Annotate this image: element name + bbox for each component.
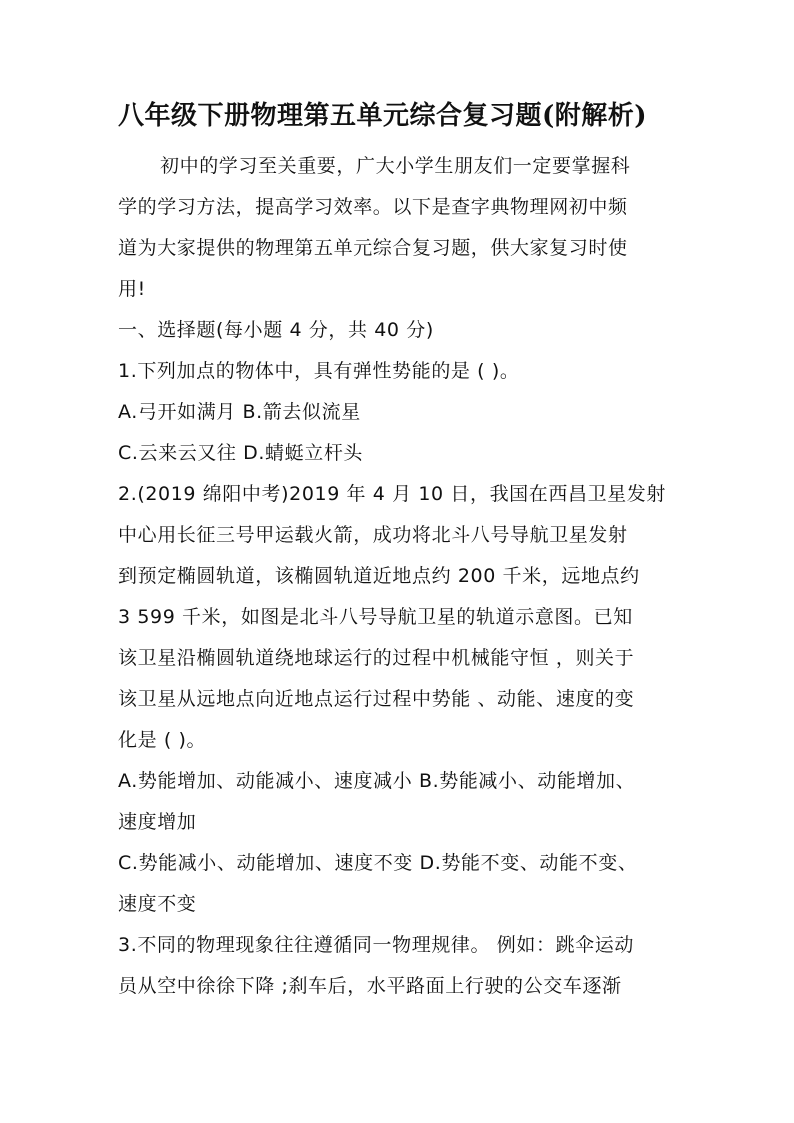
question-line: 该卫星从远地点向近地点运行过程中势能 、动能、速度的变 <box>118 688 635 710</box>
question-line: 1.下列加点的物体中，具有弹性势能的是 ( )。 <box>118 360 520 382</box>
section-heading: 一、选择题(每小题 4 分，共 40 分) <box>118 319 434 341</box>
paragraph-line: 初中的学习至关重要，广大小学生朋友们一定要掌握科 <box>160 155 631 177</box>
question-line: 中心用长征三号甲运载火箭，成功将北斗八号导航卫星发射 <box>118 524 628 546</box>
option-line: C.势能减小、动能增加、速度不变 D.势能不变、动能不变、 <box>118 852 638 874</box>
question-line: 员从空中徐徐下降 ;刹车后，水平路面上行驶的公交车逐渐 <box>118 975 622 997</box>
document-title: 八年级下册物理第五单元综合复习题(附解析) <box>118 101 648 131</box>
paragraph-line: 道为大家提供的物理第五单元综合复习题，供大家复习时使 <box>118 237 628 259</box>
question-line: 2.(2019 绵阳中考)2019 年 4 月 10 日，我国在西昌卫星发射 <box>118 483 666 505</box>
option-line: 速度不变 <box>118 893 197 915</box>
paragraph-line: 学的学习方法，提高学习效率。以下是查字典物理网初中频 <box>118 196 628 218</box>
paragraph-line: 用! <box>118 278 146 300</box>
document-body <box>118 146 698 1007</box>
question-line: 3.不同的物理现象往往遵循同一物理规律。 例如：跳伞运动 <box>118 934 634 956</box>
question-line: 3 599 千米，如图是北斗八号导航卫星的轨道示意图。已知 <box>118 606 633 628</box>
option-line: A.弓开如满月 B.箭去似流星 <box>118 401 361 423</box>
question-line: 该卫星沿椭圆轨道绕地球运行的过程中机械能守恒 ，则关于 <box>118 647 635 669</box>
option-line: A.势能增加、动能减小、速度减小 B.势能减小、动能增加、 <box>118 770 636 792</box>
option-line: C.云来云又往 D.蜻蜓立杆头 <box>118 442 364 464</box>
question-line: 化是 ( )。 <box>118 729 207 751</box>
option-line: 速度增加 <box>118 811 197 833</box>
question-line: 到预定椭圆轨道，该椭圆轨道近地点约 200 千米，远地点约 <box>118 565 640 587</box>
